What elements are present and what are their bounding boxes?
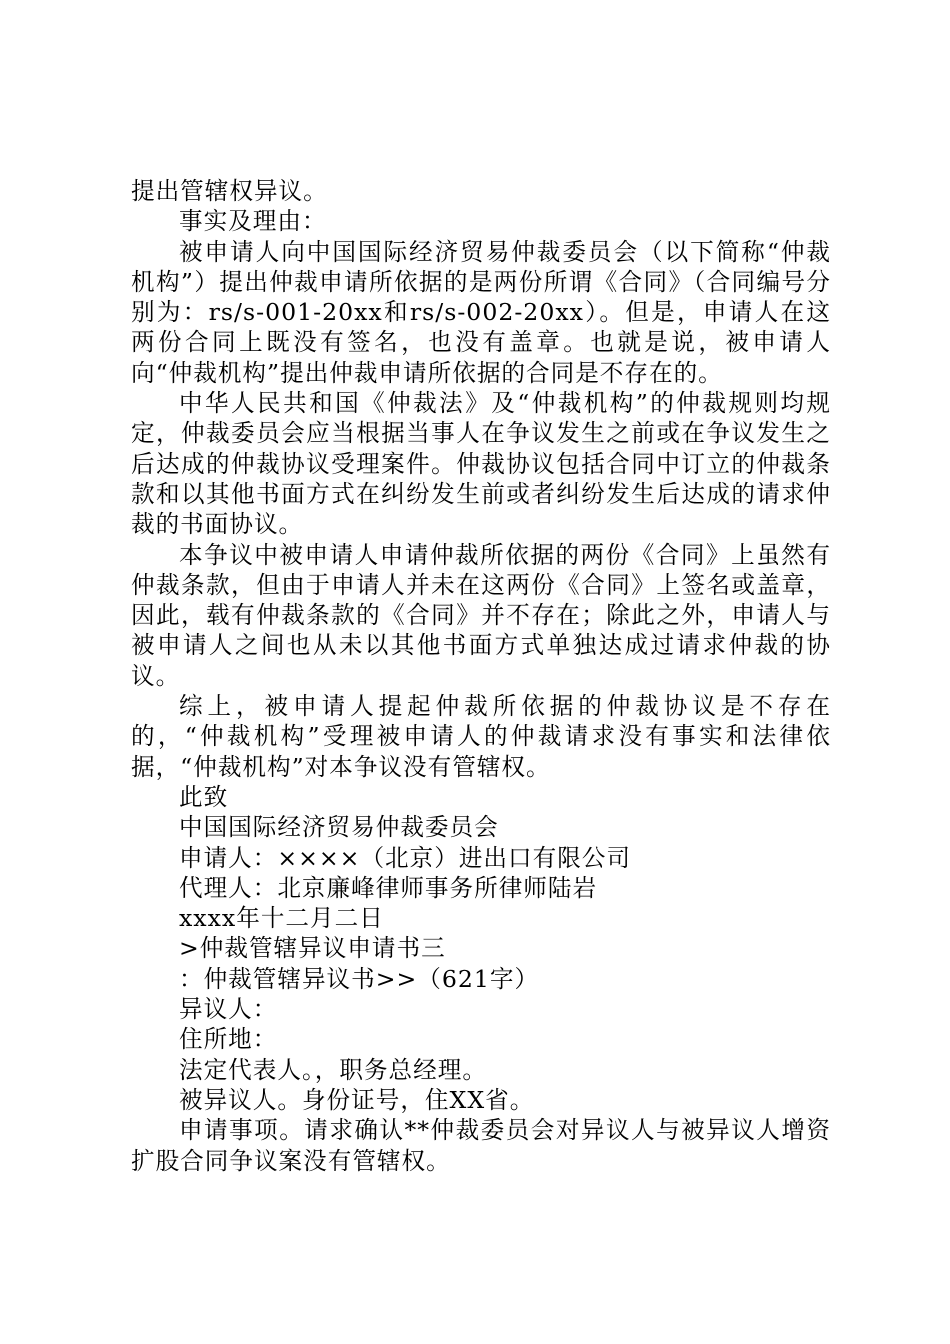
facts-heading: 事实及理由： (179, 207, 327, 236)
section-subtitle: ：仲裁管辖异议书>>（621字） (179, 964, 540, 993)
date-line: xxxx年十二月二日 (179, 904, 384, 933)
section-title: >仲裁管辖异议申请书三 (179, 934, 446, 963)
paragraph: 本争议中被申请人申请仲裁所依据的两份《合同》上虽然有仲裁条款，但由于申请人并未在这两份《合同》上签名或盖章，因此，载有仲裁条款的《合同》并不存在；除此之外，申请人与被申请人之间也从未以其他书面方式单独达成过请求仲裁的协议。 (131, 540, 831, 690)
paragraph: 综上，被申请人提起仲裁所依据的仲裁协议是不存在的，“仲裁机构”受理被申请人的仲裁请求没有事实和法律依据，“仲裁机构”对本争议没有管辖权。 (131, 692, 831, 781)
objector-line: 异议人： (179, 995, 278, 1024)
paragraph: 被申请人向中国国际经济贸易仲裁委员会（以下简称“仲裁机构”）提出仲裁申请所依据的是两份所谓《合同》（合同编号分别为：rs/s-001-20xx和rs/s-002-20xx）。但是，申请人在这两份合同上既没有签名，也没有盖章。也就是说，被申请人向“仲裁机构”提出仲裁申请所依据的合同是不存在的。 (131, 237, 831, 387)
legal-rep-line: 法定代表人。，职务总经理。 (179, 1055, 487, 1084)
salutation: 此致 (179, 782, 229, 811)
paragraph: 中华人民共和国《仲裁法》及“仲裁机构”的仲裁规则均规定，仲裁委员会应当根据当事人在争议发生之前或在争议发生之后达成的仲裁协议受理案件。仲裁协议包括合同中订立的仲裁条款和以其他书面方式在纠纷发生前或者纠纷发生后达成的请求仲裁的书面协议。 (131, 389, 831, 539)
request-paragraph: 申请事项。请求确认**仲裁委员会对异议人与被异议人增资扩股合同争议案没有管辖权。 (131, 1116, 831, 1175)
recipient: 中国国际经济贸易仲裁委员会 (179, 813, 499, 842)
applicant-line: 申请人：××××（北京）进出口有限公司 (179, 843, 631, 872)
respondent-line: 被异议人。身份证号，住XX省。 (179, 1085, 535, 1114)
agent-line: 代理人：北京廉峰律师事务所律师陆岩 (179, 873, 598, 902)
paragraph: 提出管辖权异议。 (131, 177, 328, 205)
document-body (131, 176, 831, 1176)
address-line: 住所地： (179, 1025, 278, 1054)
